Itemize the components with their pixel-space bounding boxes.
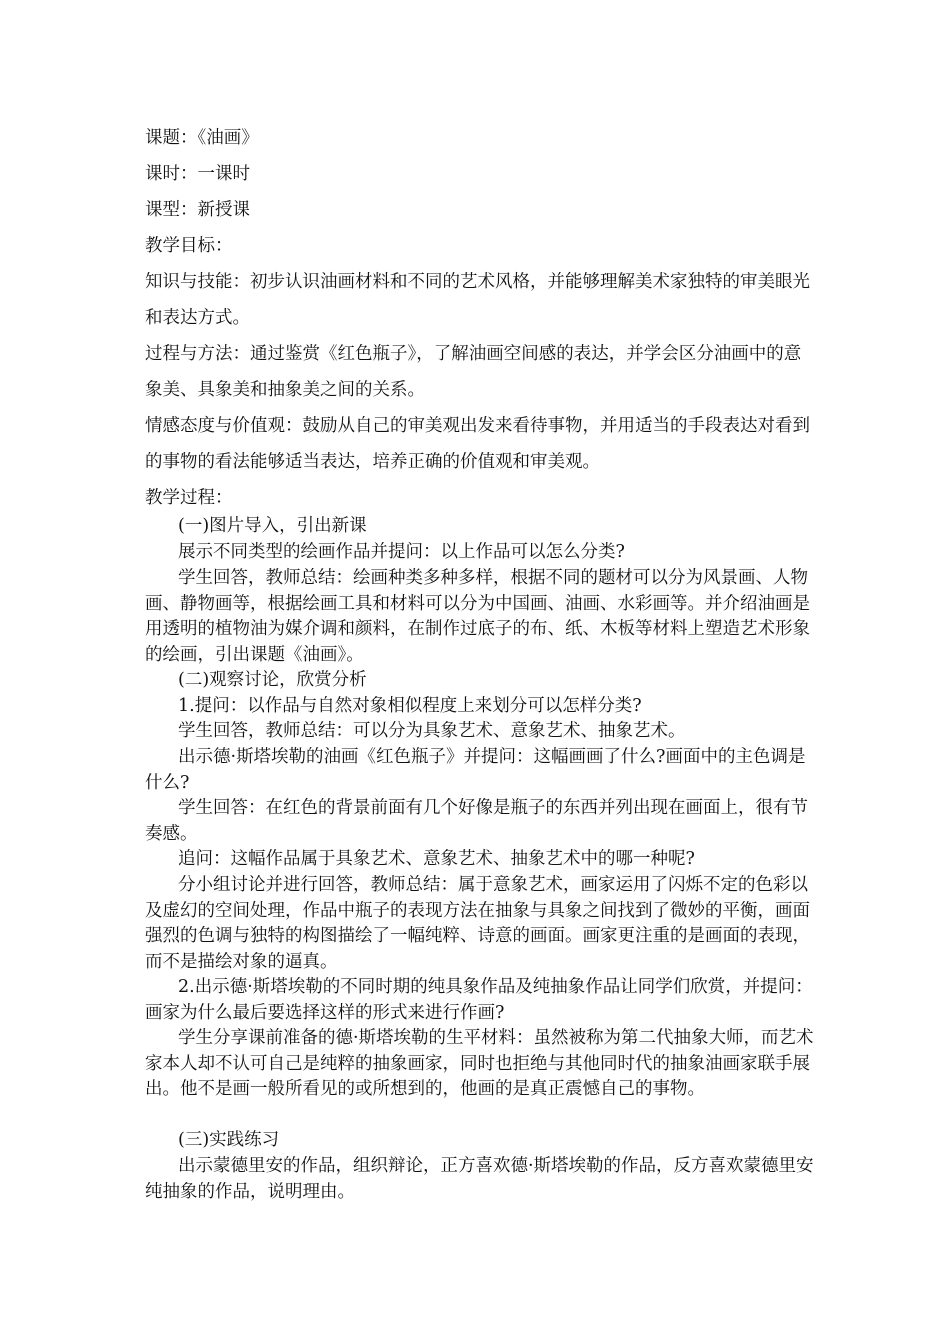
objective-emotion: 情感态度与价值观：鼓励从自己的审美观出发来看待事物，并用适当的手段表达对看到的事物的看法能够适当表达，培养正确的价值观和审美观。 bbox=[145, 416, 810, 472]
process-title: 教学过程： bbox=[145, 488, 233, 508]
lesson-period: 课时：一课时 bbox=[145, 164, 250, 184]
paragraph: 学生回答：在红色的背景前面有几个好像是瓶子的东西并列出现在画面上，很有节奏感。 bbox=[145, 798, 808, 844]
paragraph: 2.出示德·斯塔埃勒的不同时期的纯具象作品及纯抽象作品让同学们欣赏，并提问：画家为什么最后要选择这样的形式来进行作画? bbox=[145, 977, 813, 1023]
objectives-title: 教学目标： bbox=[145, 236, 233, 256]
section-heading: (一)图片导入，引出新课 bbox=[178, 516, 367, 536]
paragraph: 展示不同类型的绘画作品并提问：以上作品可以怎么分类? bbox=[178, 542, 625, 562]
paragraph: 追问：这幅作品属于具象艺术、意象艺术、抽象艺术中的哪一种呢? bbox=[178, 849, 695, 869]
paragraph: 学生回答，教师总结：可以分为具象艺术、意象艺术、抽象艺术。 bbox=[178, 721, 686, 741]
paragraph: 1.提问：以作品与自然对象相似程度上来划分可以怎样分类? bbox=[178, 696, 642, 716]
paragraph: 分小组讨论并进行回答，教师总结：属于意象艺术，画家运用了闪烁不定的色彩以及虚幻的空间处理，作品中瓶子的表现方法在抽象与具象之间找到了微妙的平衡，画面强烈的色调与独特的构图描绘了一幅纯粹、诗意的画面。画家更注重的是画面的表现，而不是描绘对象的逼真。 bbox=[145, 875, 810, 972]
objective-knowledge: 知识与技能：初步认识油画材料和不同的艺术风格，并能够理解美术家独特的审美眼光和表达方式。 bbox=[145, 272, 810, 328]
objective-process: 过程与方法：通过鉴赏《红色瓶子》，了解油画空间感的表达，并学会区分油画中的意象美、具象美和抽象美之间的关系。 bbox=[145, 344, 802, 400]
lesson-topic: 课题：《油画》 bbox=[145, 128, 259, 148]
lesson-type: 课型：新授课 bbox=[145, 200, 250, 220]
section-heading: (二)观察讨论，欣赏分析 bbox=[178, 670, 367, 690]
paragraph: 出示德·斯塔埃勒的油画《红色瓶子》并提问：这幅画画了什么?画面中的主色调是什么? bbox=[145, 747, 806, 793]
paragraph: 学生回答，教师总结：绘画种类多种多样，根据不同的题材可以分为风景画、人物画、静物画等，根据绘画工具和材料可以分为中国画、油画、水彩画等。并介绍油画是用透明的植物油为媒介调和颜料，在制作过底子的布、纸、木板等材料上塑造艺术形象的绘画，引出课题《油画》。 bbox=[145, 568, 810, 665]
section-heading: (三)实践练习 bbox=[178, 1130, 280, 1150]
paragraph: 学生分享课前准备的德·斯塔埃勒的生平材料：虽然被称为第二代抽象大师，而艺术家本人却不认可自己是纯粹的抽象画家，同时也拒绝与其他同时代的抽象油画家联手展出。他不是画一般所看见的或所想到的，他画的是真正震憾自己的事物。 bbox=[145, 1028, 814, 1099]
paragraph: 出示蒙德里安的作品，组织辩论，正方喜欢德·斯塔埃勒的作品，反方喜欢蒙德里安纯抽象的作品，说明理由。 bbox=[145, 1156, 814, 1202]
